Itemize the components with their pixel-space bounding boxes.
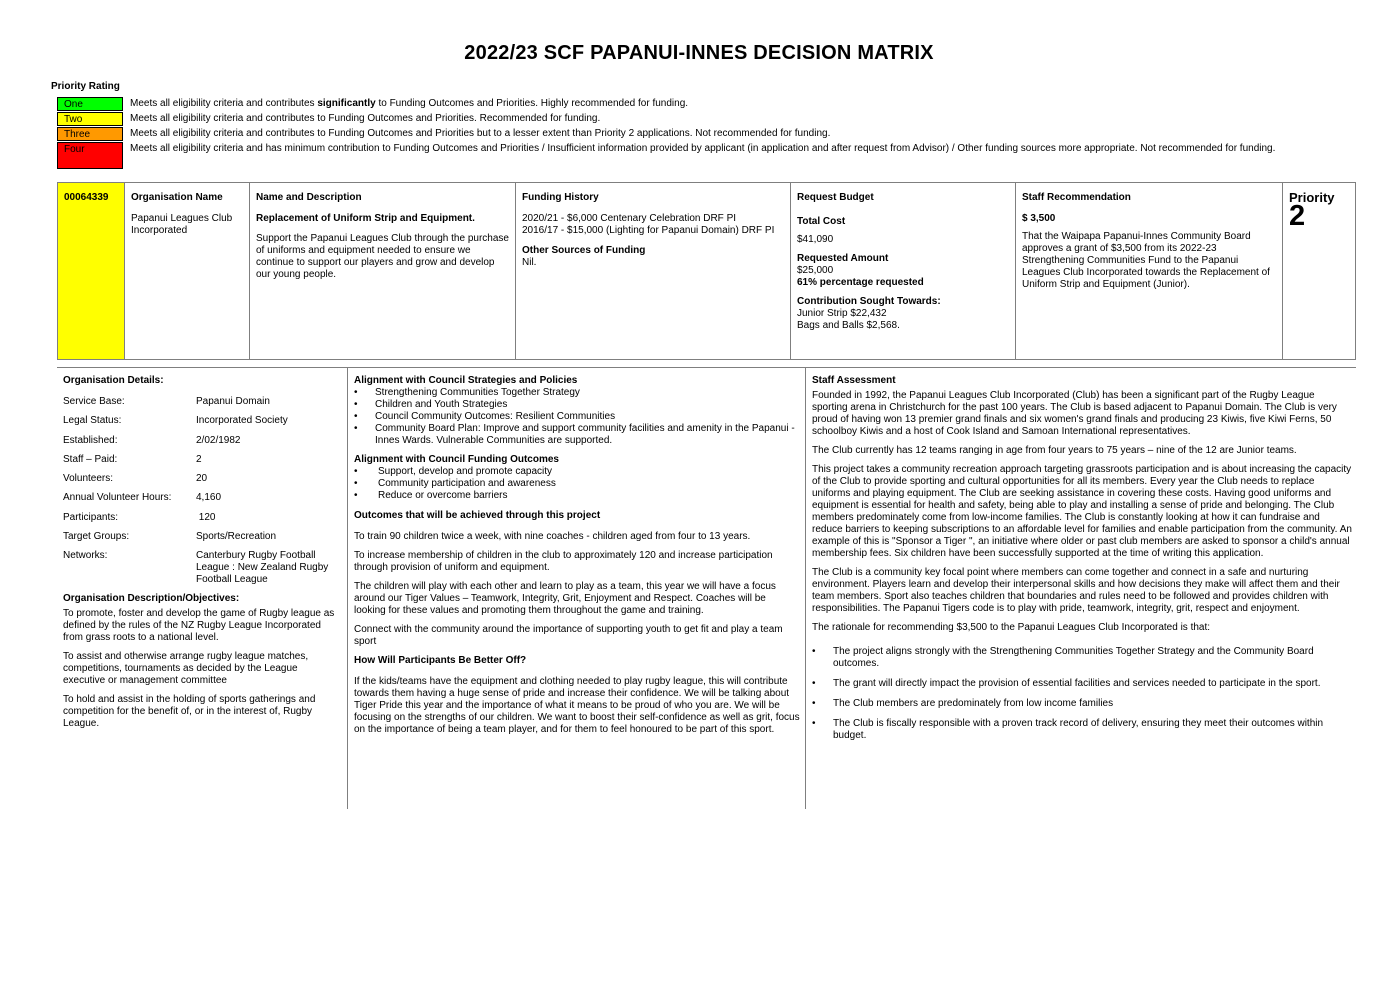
organisation-detail-label: Networks:	[63, 550, 108, 562]
organisation-detail-row	[63, 454, 341, 473]
name-description-heading: Name and Description	[256, 192, 362, 203]
other-sources-heading: Other Sources of Funding	[522, 245, 646, 256]
organisation-detail-row	[63, 435, 341, 454]
requested-amount-label: Requested Amount	[797, 253, 889, 264]
organisation-detail-row	[63, 512, 341, 531]
priority-description	[130, 142, 1317, 155]
organisation-objective: To hold and assist in the holding of sports gatherings and competition for the benefit of, or in the interest of, Rugby League.	[63, 693, 316, 729]
staff-assessment-paragraph: Founded in 1992, the Papanui Leagues Club Incorporated (Club) has been a significant part of the Rugby League sporting arena in Christchurch for the past 100 years. The Club is based adjacent to Papanui Domain. The Club is very proud of having won 13 premier grand finals and six women's grand finals and producing 23 Kiwis, five Kiwi Ferns, 50 schoolboy Kiwis and a host of Cook Island and Samoan International representatives.	[812, 390, 1337, 437]
priority-description-text: Meets all eligibility criteria and has minimum contribution to Funding Outcomes and Priorities / Insufficient information provided by applicant (in application and after request from Advisor) / Other funding sources more appropriate. Not recommended for funding.	[130, 143, 1276, 154]
project-description: Support the Papanui Leagues Club through the purchase of uniforms and equipment needed to ensure we continue to support our players and grow and develop our young people.	[256, 233, 509, 280]
recommendation-reason: • The Club is fiscally responsible with a proven track record of delivery, ensuring they meet their outcomes within budget.	[812, 718, 1352, 742]
strategy-item: • Community Board Plan: Improve and support community facilities and amenity in the Papanui - Innes Wards. Vulnerable Communities are supported.	[354, 423, 800, 447]
staff-assessment-paragraphs	[812, 390, 1352, 634]
organisation-name: Papanui Leagues Club Incorporated	[131, 213, 233, 236]
priority-rating-legend	[57, 97, 1317, 170]
funding-outcomes-heading: Alignment with Council Funding Outcomes	[354, 454, 559, 465]
funding-outcomes-list	[354, 466, 800, 502]
priority-description-text: Meets all eligibility criteria and contributes to Funding Outcomes and Priorities but to a lesser extent than Priority 2 applications. Not recommended for funding.	[130, 128, 831, 139]
staff-assessment-paragraph: The Club currently has 12 teams ranging in age from four years to 75 years – nine of the 12 are Junior teams.	[812, 445, 1297, 456]
funding-history-cell	[516, 183, 791, 359]
section-divider	[57, 367, 1356, 368]
organisation-detail-label: Annual Volunteer Hours:	[63, 492, 172, 504]
project-title: Replacement of Uniform Strip and Equipment.	[256, 213, 475, 224]
staff-assessment-section	[812, 375, 1352, 750]
staff-assessment-heading: Staff Assessment	[812, 375, 896, 386]
organisation-detail-value: Incorporated Society	[196, 415, 288, 427]
priority-description	[130, 112, 1317, 125]
priority-description	[130, 127, 1317, 140]
staff-assessment-paragraph: This project takes a community recreation approach targeting grassroots participation and is about increasing the capacity of the Club to provide sporting and cultural opportunities for all its members. Every year the Club needs to replace uniforms and playing equipment. The Club are seeking assistance in covering these costs. Having good uniforms and equipment is essential for health and safety, being able to play and installing a sense of pride and belonging. The Club members predominately come from low-income families. The Club is constantly looking at how it can fundraise and reduce barriers to keeping subscriptions to an affordable level for families and enable participation from the community. An example of this is "Sponsor a Tiger ", an initiative where older or past club members are asked to sponsor a child's annual membership fees. Six children have been successfully supported at the time of writing this application.	[812, 464, 1352, 559]
priority-description-text: Meets all eligibility criteria and contributes	[130, 98, 318, 109]
organisation-details-heading: Organisation Details:	[63, 375, 164, 386]
organisation-detail-value: Canterbury Rugby Football League : New Zealand Rugby Football League	[196, 550, 329, 586]
recommendation-reason: • The Club members are predominately from low income families	[812, 698, 1352, 710]
priority-description-text: to Funding Outcomes and Priorities. Highly recommended for funding.	[375, 98, 689, 109]
organisation-detail-label: Target Groups:	[63, 531, 130, 543]
recommendation-reasons-list	[812, 646, 1352, 742]
priority-swatch-one: One	[57, 97, 123, 111]
better-off-text: If the kids/teams have the equipment and clothing needed to play rugby league, this will contribute towards them having a huge sense of pride and increase their confidence. We will be talking about Tiger Pride this year and the importance of what it means to be proud of who you are. We will be focusing on the strengths of our children. We want to boost their self-confidence as well as grit, focus on the importance of being a team player, and for them to feel honoured to be part of this sport.	[354, 676, 800, 735]
request-budget-cell	[791, 183, 1016, 359]
priority-description-text: Meets all eligibility criteria and contributes to Funding Outcomes and Priorities. Recommended for funding.	[130, 113, 601, 124]
organisation-detail-value: 2	[196, 453, 202, 465]
application-id-cell	[58, 183, 125, 359]
organisation-detail-label: Established:	[63, 434, 118, 446]
achieved-outcome: The children will play with each other and learn to play as a team, this year we will have a focus around our Tiger Values – Teamwork, Integrity, Grit, Enjoyment and Respect. Coaches will be looking for these values and promoting them throughout the game and training.	[354, 581, 776, 616]
achieved-outcomes-list	[354, 531, 800, 648]
funding-history-item: 2016/17 - $15,000 (Lighting for Papanui Domain) DRF PI	[522, 225, 775, 236]
contribution-sought-label: Contribution Sought Towards:	[797, 296, 941, 307]
priority-description-emphasis: significantly	[317, 98, 376, 109]
alignment-section	[354, 375, 800, 743]
strategy-item: • Strengthening Communities Together Strategy	[354, 387, 800, 399]
total-cost-value: $41,090	[797, 234, 834, 245]
staff-recommendation-text: That the Waipapa Papanui-Innes Community Board approves a grant of $3,500 from its 2022-23 Strengthening Communities Fund to the Papanui Leagues Club Incorporated towards the Replacement of Uniform Strip and Equipment (Junior).	[1022, 231, 1270, 290]
funding-outcome-item: • Reduce or overcome barriers	[354, 490, 800, 502]
organisation-objective: To assist and otherwise arrange rugby league matches, competitions, tournaments as decided by the League executive or management committee	[63, 650, 309, 686]
organisation-detail-row	[63, 396, 341, 415]
organisation-detail-value: 2/02/1982	[196, 434, 241, 446]
organisation-detail-value: 4,160	[196, 492, 222, 504]
application-id: 00064339	[64, 192, 109, 203]
organisation-detail-row	[63, 550, 341, 586]
column-divider	[805, 367, 806, 809]
other-sources-value: Nil.	[522, 257, 537, 268]
funding-history-item: 2020/21 - $6,000 Centenary Celebration DRF PI	[522, 213, 737, 224]
achieved-outcomes-heading: Outcomes that will be achieved through this project	[354, 510, 601, 521]
organisation-name-heading: Organisation Name	[131, 192, 223, 203]
organisation-detail-row	[63, 473, 341, 492]
total-cost-label: Total Cost	[797, 216, 846, 227]
priority-cell	[1283, 183, 1355, 359]
contribution-sought-item: Bags and Balls $2,568.	[797, 320, 900, 331]
organisation-details-list	[63, 396, 341, 586]
strategy-item: • Council Community Outcomes: Resilient Communities	[354, 411, 800, 423]
column-divider	[347, 367, 348, 809]
priority-rating-row	[57, 127, 1317, 142]
organisation-detail-value: 120	[196, 511, 216, 523]
achieved-outcome: To train 90 children twice a week, with nine coaches - children aged from four to 13 years.	[354, 531, 751, 542]
staff-assessment-paragraph: The rationale for recommending $3,500 to the Papanui Leagues Club Incorporated is that:	[812, 622, 1211, 633]
better-off-heading: How Will Participants Be Better Off?	[354, 655, 527, 666]
contribution-sought-item: Junior Strip $22,432	[797, 308, 887, 319]
organisation-detail-value: Papanui Domain	[196, 396, 270, 407]
percentage-requested: 61% percentage requested	[797, 277, 924, 288]
strategy-item: • Children and Youth Strategies	[354, 399, 800, 411]
application-summary-table	[57, 182, 1356, 360]
priority-heading: Priority	[1289, 190, 1335, 205]
staff-assessment-paragraph: The Club is a community key focal point where members can come together and connect in a safe and nurturing environment. Players learn and develop their interpersonal skills and how decisions they make will affect them and their team members. Sport also teaches children that boundaries and rules need to be followed and provides children with responsibilities. The Papanui Tigers code is to play with pride, teamwork, integrity, grit, respect and enjoyment.	[812, 567, 1340, 614]
name-description-cell	[250, 183, 516, 359]
achieved-outcome: To increase membership of children in the club to approximately 120 and increase participation through provision of uniform and equipment.	[354, 550, 773, 573]
priority-rating-row	[57, 142, 1317, 170]
strategies-heading: Alignment with Council Strategies and Policies	[354, 375, 578, 386]
staff-recommendation-amount: $ 3,500	[1022, 213, 1056, 224]
priority-swatch-three: Three	[57, 127, 123, 141]
organisation-details-section	[63, 375, 341, 737]
funding-history-heading: Funding History	[522, 192, 599, 203]
staff-recommendation-heading: Staff Recommendation	[1022, 192, 1131, 203]
funding-outcome-item: • Community participation and awareness	[354, 478, 800, 490]
funding-outcome-item: • Support, develop and promote capacity	[354, 466, 800, 478]
priority-value: 2	[1289, 200, 1306, 232]
strategies-list	[354, 387, 800, 447]
organisation-detail-row	[63, 531, 341, 550]
organisation-detail-value: Sports/Recreation	[196, 531, 277, 543]
recommendation-reason: • The project aligns strongly with the Strengthening Communities Together Strategy and the Community Board outcomes.	[812, 646, 1352, 670]
organisation-name-cell	[125, 183, 250, 359]
priority-swatch-two: Two	[57, 112, 123, 126]
priority-rating-label: Priority Rating	[51, 81, 120, 92]
achieved-outcome: Connect with the community around the importance of supporting youth to get fit and play a team sport	[354, 624, 783, 647]
priority-description	[130, 97, 1317, 110]
organisation-objective: To promote, foster and develop the game of Rugby league as defined by the rules of the NZ Rugby League Incorporated from grass roots to a national level.	[63, 607, 335, 643]
organisation-description-heading: Organisation Description/Objectives:	[63, 592, 240, 604]
request-budget-heading: Request Budget	[797, 192, 874, 203]
organisation-detail-row	[63, 415, 341, 434]
organisation-detail-label: Volunteers:	[63, 473, 114, 485]
priority-swatch-four: Four	[57, 142, 123, 169]
page-title: 2022/23 SCF PAPANUI-INNES DECISION MATRIX	[464, 42, 934, 64]
organisation-detail-label: Staff – Paid:	[63, 453, 118, 465]
requested-amount-value: $25,000	[797, 265, 834, 276]
organisation-detail-value: 20	[196, 473, 208, 485]
recommendation-reason: • The grant will directly impact the provision of essential facilities and services needed to participate in the sport.	[812, 678, 1352, 690]
priority-rating-row	[57, 112, 1317, 127]
organisation-detail-row	[63, 492, 341, 511]
staff-recommendation-cell	[1016, 183, 1283, 359]
organisation-detail-label: Legal Status:	[63, 415, 122, 427]
organisation-detail-label: Service Base:	[63, 396, 125, 407]
organisation-detail-label: Participants:	[63, 511, 119, 523]
priority-rating-row	[57, 97, 1317, 112]
